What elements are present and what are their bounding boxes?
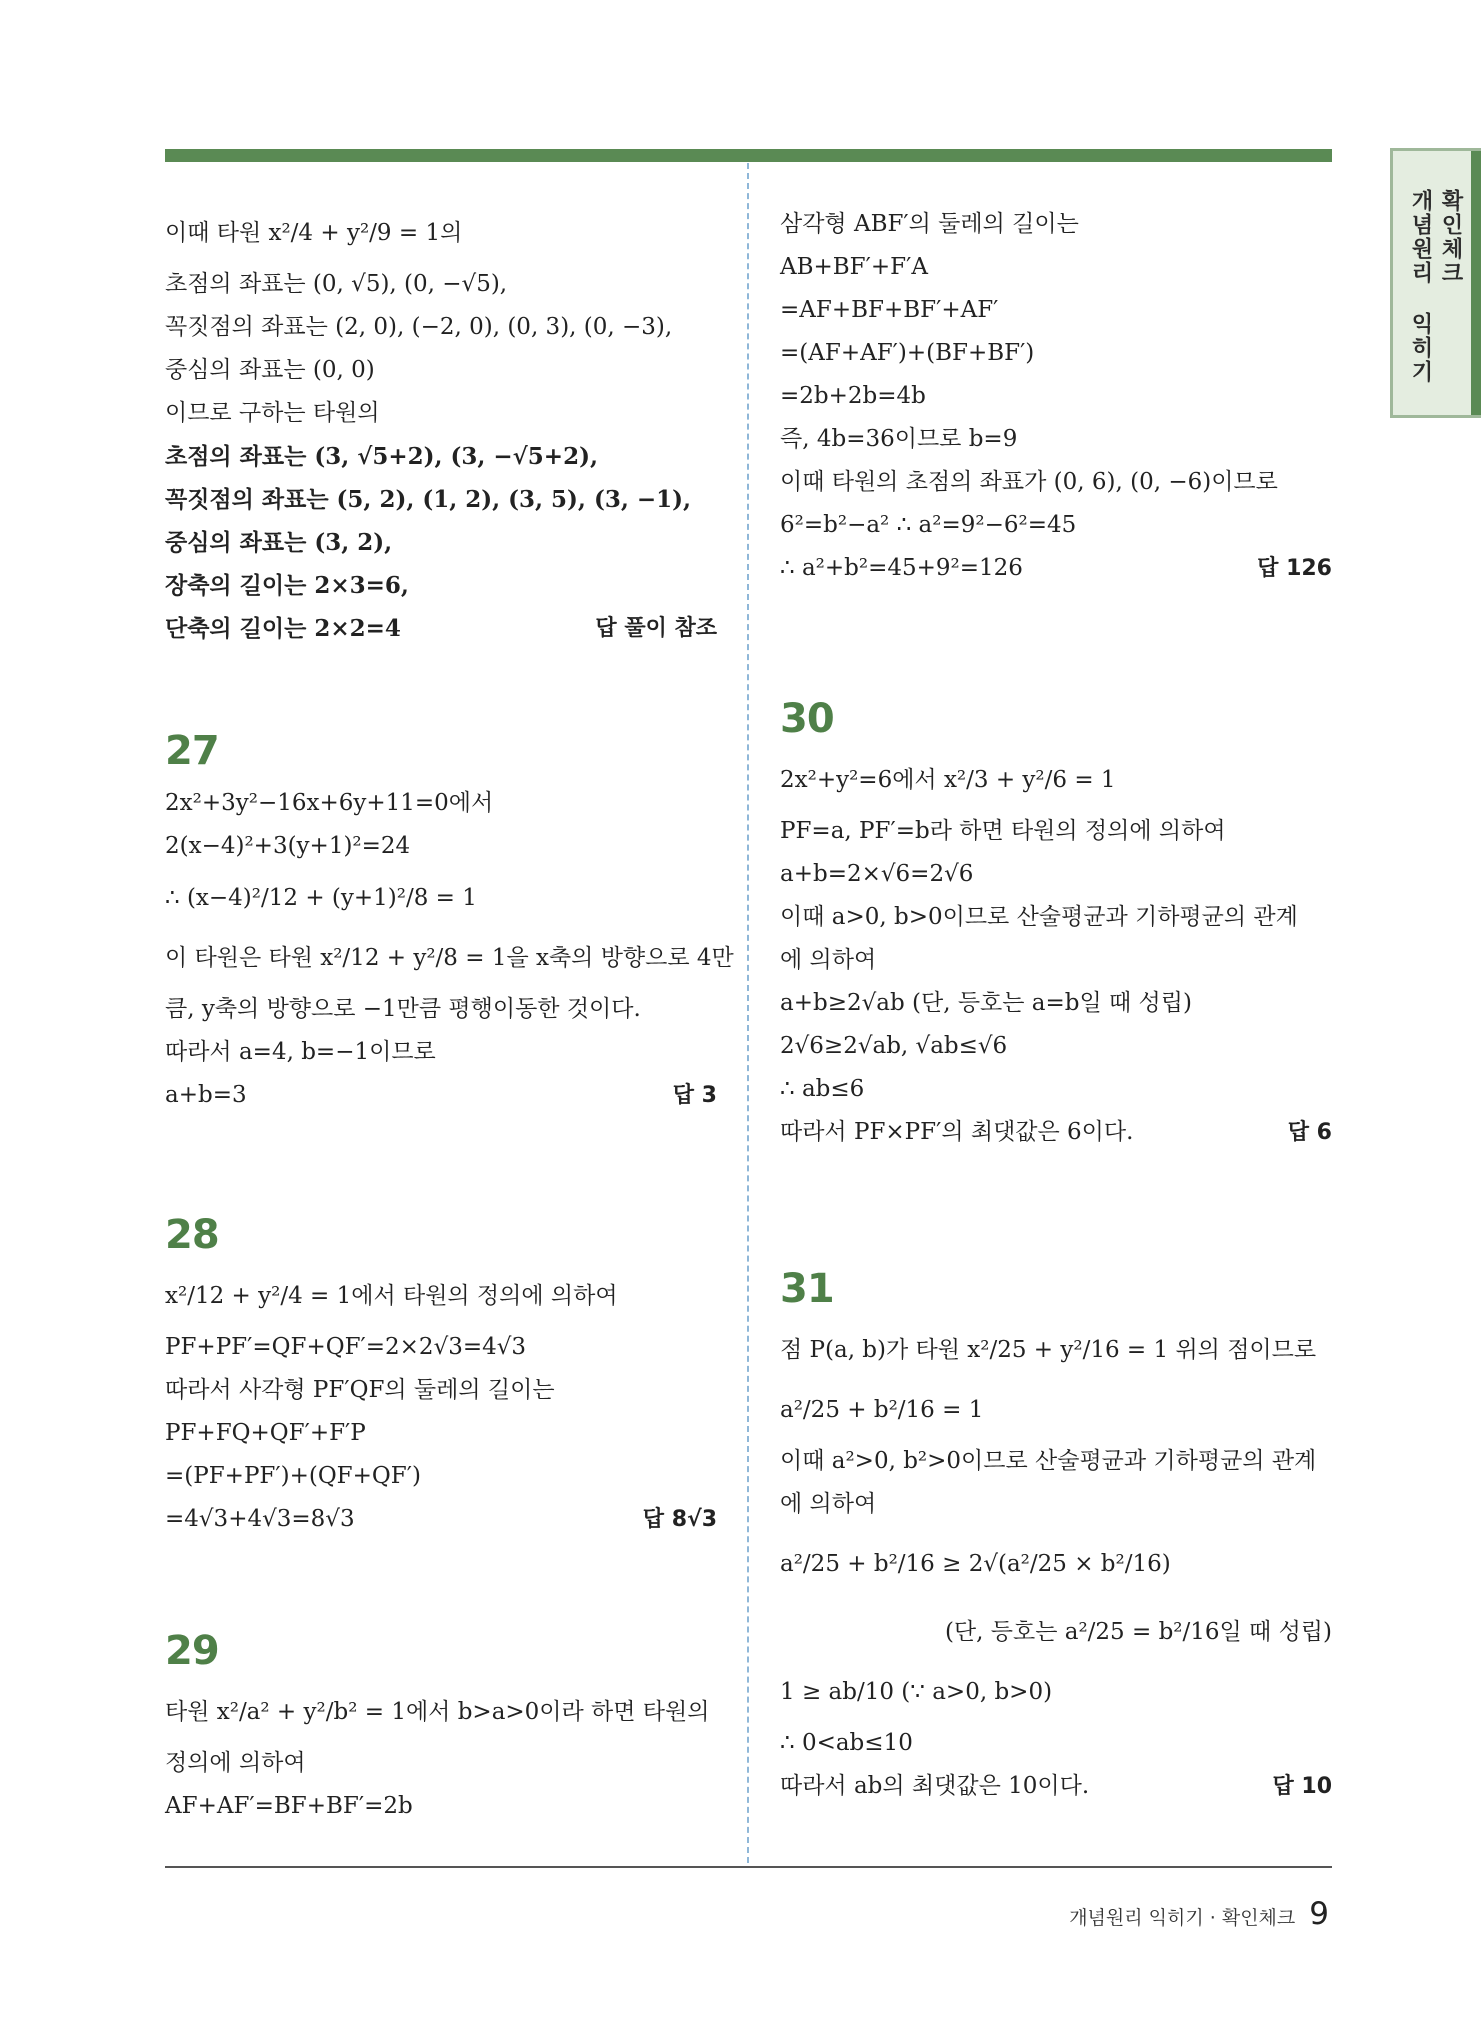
text-line bbox=[780, 1111, 1332, 1154]
text-line: 에 의하여 bbox=[780, 1491, 877, 1517]
text-line: ∴ (x−4)²/12 + (y+1)²/8 = 1 bbox=[165, 885, 477, 911]
text-line: (단, 등호는 a²/25 = b²/16일 때 성립) bbox=[944, 1619, 1332, 1645]
section-tab bbox=[1390, 148, 1481, 418]
section-tab-title: 개념원리 익히기 bbox=[1408, 189, 1433, 384]
text-line-content: 따라서 PF×PF′의 최댓값은 6이다. bbox=[780, 1119, 1134, 1145]
text-line: 즉, 4b=36이므로 b=9 bbox=[780, 426, 1018, 452]
text-line: 2x²+y²=6에서 x²/3 + y²/6 = 1 bbox=[780, 767, 1116, 793]
text-line: 초점의 좌표는 (3, √5+2), (3, −√5+2), bbox=[165, 443, 598, 470]
text-line: 이때 a>0, b>0이므로 산술평균과 기하평균의 관계 bbox=[780, 904, 1298, 930]
text-line: 점 P(a, b)가 타원 x²/25 + y²/16 = 1 위의 점이므로 bbox=[780, 1337, 1317, 1363]
answer-label: 답 풀이 참조 bbox=[595, 616, 717, 641]
text-line: =(AF+AF′)+(BF+BF′) bbox=[780, 340, 1035, 366]
text-line: 큼, y축의 방향으로 −1만큼 평행이동한 것이다. bbox=[165, 996, 641, 1022]
footer-rule bbox=[165, 1866, 1332, 1868]
text-line: 2(x−4)²+3(y+1)²=24 bbox=[165, 833, 411, 859]
text-line: 2x²+3y²−16x+6y+11=0에서 bbox=[165, 790, 494, 816]
problem-29 bbox=[165, 1620, 717, 1828]
text-line: 타원 x²/a² + y²/b² = 1에서 b>a>0이라 하면 타원의 bbox=[165, 1699, 710, 1725]
text-line bbox=[780, 1765, 1332, 1808]
problem-number: 29 bbox=[165, 1628, 219, 1674]
text-line: a²/25 + b²/16 ≥ 2√(a²/25 × b²/16) bbox=[780, 1551, 1171, 1577]
text-line: =(PF+PF′)+(QF+QF′) bbox=[165, 1463, 421, 1489]
text-line: 중심의 좌표는 (0, 0) bbox=[165, 357, 375, 383]
answer-label: 답 10 bbox=[1272, 1774, 1332, 1799]
column-divider bbox=[747, 163, 749, 1863]
text-line: x²/12 + y²/4 = 1에서 타원의 정의에 의하여 bbox=[165, 1283, 618, 1309]
text-line-content: a+b=3 bbox=[165, 1082, 247, 1108]
text-line: PF+FQ+QF′+F′P bbox=[165, 1420, 366, 1446]
text-line-content: =4√3+4√3=8√3 bbox=[165, 1506, 355, 1532]
text-line bbox=[780, 547, 1332, 590]
text-line-content: 단축의 길이는 2×2=4 bbox=[165, 615, 401, 642]
text-line: 에 의하여 bbox=[780, 947, 877, 973]
answer-label: 답 3 bbox=[672, 1083, 717, 1108]
text-line bbox=[165, 1498, 717, 1541]
text-line-content: ∴ a²+b²=45+9²=126 bbox=[780, 555, 1023, 581]
text-line: ∴ ab≤6 bbox=[780, 1076, 865, 1102]
problem-29-continued bbox=[780, 203, 1332, 590]
text-line: 정의에 의하여 bbox=[165, 1750, 306, 1776]
problem-27 bbox=[165, 720, 734, 1117]
text-line: AB+BF′+F′A bbox=[780, 254, 928, 280]
text-line: a+b≥2√ab (단, 등호는 a=b일 때 성립) bbox=[780, 990, 1192, 1016]
text-line: 이때 a²>0, b²>0이므로 산술평균과 기하평균의 관계 bbox=[780, 1448, 1317, 1474]
text-line: 따라서 a=4, b=−1이므로 bbox=[165, 1039, 436, 1065]
text-line bbox=[165, 1074, 717, 1117]
text-line: ∴ 0<ab≤10 bbox=[780, 1730, 913, 1756]
text-line: PF+PF′=QF+QF′=2×2√3=4√3 bbox=[165, 1334, 527, 1360]
header-rule bbox=[165, 149, 1332, 162]
text-line: PF=a, PF′=b라 하면 타원의 정의에 의하여 bbox=[780, 818, 1226, 844]
text-line: a+b=2×√6=2√6 bbox=[780, 861, 974, 887]
left-column bbox=[165, 203, 717, 650]
problem-31 bbox=[780, 1258, 1332, 1808]
text-line: 따라서 사각형 PF′QF의 둘레의 길이는 bbox=[165, 1377, 555, 1403]
problem-number: 30 bbox=[780, 696, 834, 742]
problem-number: 28 bbox=[165, 1212, 219, 1258]
problem-28 bbox=[165, 1204, 717, 1541]
problem-number: 27 bbox=[165, 728, 219, 774]
text-line bbox=[165, 607, 717, 650]
problem-30 bbox=[780, 688, 1332, 1154]
answer-label: 답 6 bbox=[1287, 1120, 1332, 1145]
answer-label: 답 8√3 bbox=[642, 1507, 717, 1532]
section-tab-strip bbox=[1471, 151, 1481, 415]
text-line: 꼭짓점의 좌표는 (5, 2), (1, 2), (3, 5), (3, −1), bbox=[165, 486, 692, 513]
text-line: a²/25 + b²/16 = 1 bbox=[780, 1397, 984, 1423]
footer-label: 개념원리 익히기 · 확인체크 bbox=[1069, 1907, 1296, 1929]
text-line: 이므로 구하는 타원의 bbox=[165, 400, 380, 426]
page-number: 9 bbox=[1309, 1896, 1329, 1932]
text-line: 삼각형 ABF′의 둘레의 길이는 bbox=[780, 211, 1079, 237]
section-tab-subtitle: 확인체크 bbox=[1438, 189, 1463, 285]
text-line-content: 따라서 ab의 최댓값은 10이다. bbox=[780, 1773, 1090, 1799]
problem-number: 31 bbox=[780, 1266, 834, 1312]
text-line: AF+AF′=BF+BF′=2b bbox=[165, 1793, 413, 1819]
text-line: 꼭짓점의 좌표는 (2, 0), (−2, 0), (0, 3), (0, −3), bbox=[165, 314, 673, 340]
answer-label: 답 126 bbox=[1257, 556, 1332, 581]
text-line: 6²=b²−a² ∴ a²=9²−6²=45 bbox=[780, 512, 1077, 538]
text-line: 이때 타원 x²/4 + y²/9 = 1의 bbox=[165, 220, 463, 246]
text-line: 이때 타원의 초점의 좌표가 (0, 6), (0, −6)이므로 bbox=[780, 469, 1278, 495]
text-line: =2b+2b=4b bbox=[780, 383, 926, 409]
text-line: 중심의 좌표는 (3, 2), bbox=[165, 529, 393, 556]
text-line: 장축의 길이는 2×3=6, bbox=[165, 572, 409, 599]
text-line: 1 ≥ ab/10 (∵ a>0, b>0) bbox=[780, 1679, 1053, 1705]
text-line: 2√6≥2√ab, √ab≤√6 bbox=[780, 1033, 1008, 1059]
page-footer bbox=[1069, 1896, 1329, 1932]
text-line: 이 타원은 타원 x²/12 + y²/8 = 1을 x축의 방향으로 4만 bbox=[165, 945, 734, 971]
text-line: =AF+BF+BF′+AF′ bbox=[780, 297, 999, 323]
text-line: 초점의 좌표는 (0, √5), (0, −√5), bbox=[165, 271, 508, 297]
